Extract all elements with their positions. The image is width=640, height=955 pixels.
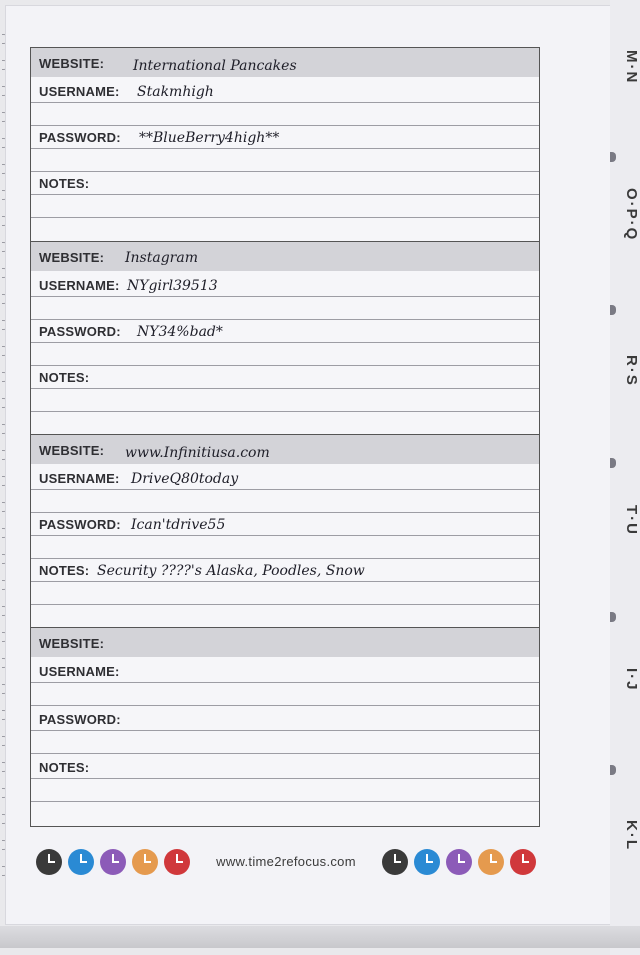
username-label: USERNAME: — [39, 278, 120, 293]
website-value[interactable]: www.Infinitiusa.com — [125, 445, 270, 461]
website-header — [31, 628, 539, 657]
password-value[interactable]: Ican'tdrive55 — [131, 517, 226, 533]
line — [31, 558, 539, 559]
entry-block — [31, 48, 539, 241]
line — [31, 801, 539, 802]
tab-t-u[interactable]: T·U — [623, 505, 640, 536]
notes-label: NOTES: — [39, 563, 90, 578]
line — [31, 171, 539, 172]
line — [31, 778, 539, 779]
clock-icon — [68, 849, 94, 875]
tab-o-p-q[interactable]: O·P·Q — [623, 188, 640, 242]
username-value[interactable]: NYgirl39513 — [127, 278, 218, 294]
line — [31, 730, 539, 731]
line — [31, 411, 539, 412]
line — [31, 217, 539, 218]
line — [31, 194, 539, 195]
website-label: WEBSITE: — [39, 443, 105, 458]
password-value[interactable]: NY34%bad* — [137, 324, 223, 340]
website-header — [31, 435, 539, 464]
line — [31, 581, 539, 582]
clock-icon — [36, 849, 62, 875]
tab-m-n[interactable]: M·N — [623, 50, 640, 85]
username-label: USERNAME: — [39, 84, 120, 99]
clock-icon — [414, 849, 440, 875]
tab-divider — [610, 458, 616, 468]
tab-k-l[interactable]: K·L — [623, 820, 640, 851]
line — [31, 753, 539, 754]
tab-i-j[interactable]: I·J — [623, 668, 640, 692]
username-value[interactable]: DriveQ80today — [131, 471, 239, 487]
website-header — [31, 242, 539, 271]
page-edge — [0, 926, 640, 948]
entry-block — [31, 627, 539, 821]
line — [31, 296, 539, 297]
line — [31, 148, 539, 149]
password-label: PASSWORD: — [39, 517, 121, 532]
entry-block — [31, 434, 539, 628]
entry-block — [31, 241, 539, 435]
notes-label: NOTES: — [39, 176, 90, 191]
line — [31, 125, 539, 126]
clock-icon — [510, 849, 536, 875]
line — [31, 319, 539, 320]
website-value[interactable]: International Pancakes — [133, 58, 297, 74]
line — [31, 535, 539, 536]
notes-label: NOTES: — [39, 370, 90, 385]
clock-icon — [132, 849, 158, 875]
website-label: WEBSITE: — [39, 250, 105, 265]
line — [31, 604, 539, 605]
website-label: WEBSITE: — [39, 56, 105, 71]
password-value[interactable]: **BlueBerry4high** — [139, 130, 280, 146]
website-label: WEBSITE: — [39, 636, 105, 651]
tab-divider — [610, 152, 616, 162]
tab-divider — [610, 612, 616, 622]
clock-icon — [100, 849, 126, 875]
website-value[interactable]: Instagram — [125, 250, 198, 266]
tab-divider — [610, 765, 616, 775]
line — [31, 102, 539, 103]
line — [31, 489, 539, 490]
clock-icon — [382, 849, 408, 875]
password-label: PASSWORD: — [39, 712, 121, 727]
line — [31, 682, 539, 683]
index-tabs — [610, 0, 640, 955]
password-label: PASSWORD: — [39, 324, 121, 339]
clock-icon — [478, 849, 504, 875]
line — [31, 705, 539, 706]
username-label: USERNAME: — [39, 664, 120, 679]
line — [31, 365, 539, 366]
username-label: USERNAME: — [39, 471, 120, 486]
username-value[interactable]: Stakmhigh — [137, 84, 214, 100]
password-log-form — [30, 47, 540, 827]
clock-icon — [446, 849, 472, 875]
password-label: PASSWORD: — [39, 130, 121, 145]
footer-url[interactable]: www.time2refocus.com — [216, 854, 356, 869]
line — [31, 388, 539, 389]
notes-value[interactable]: Security ????'s Alaska, Poodles, Snow — [97, 563, 365, 579]
clock-icon — [164, 849, 190, 875]
tab-r-s[interactable]: R·S — [623, 355, 640, 387]
notes-label: NOTES: — [39, 760, 90, 775]
line — [31, 342, 539, 343]
tab-divider — [610, 305, 616, 315]
footer — [30, 845, 538, 881]
line — [31, 512, 539, 513]
